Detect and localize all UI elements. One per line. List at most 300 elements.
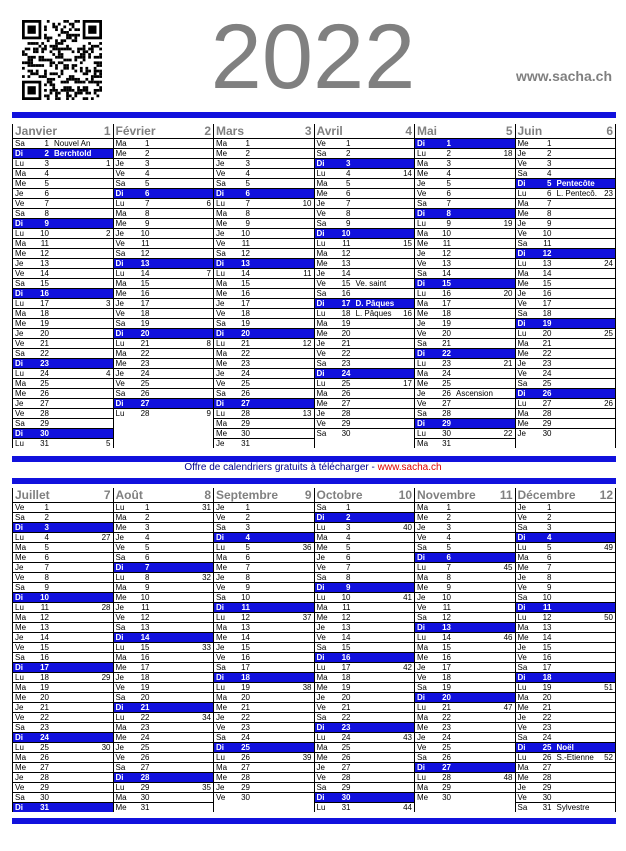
weekday-abbr: Ma [115,279,127,288]
weekday-abbr: Ve [417,673,427,682]
day-row [516,632,616,642]
weekday-abbr: Me [216,773,228,782]
day-number: 1 [44,503,49,512]
day-number: 27 [542,399,552,408]
day-row [13,298,113,308]
day-row [415,238,515,248]
day-number: 19 [140,319,150,328]
weekday-abbr: Je [216,229,225,238]
day-row [13,138,113,148]
day-number: 6 [446,553,451,562]
weekday-abbr: Me [417,309,429,318]
weekday-abbr: Lu [517,753,527,762]
day-number: 24 [140,369,150,378]
day-row [516,602,616,612]
day-number: 13 [341,259,351,268]
day-number: 7 [346,563,351,572]
weekday-abbr: Me [115,733,127,742]
holiday-label: Noël [556,743,574,752]
weekday-abbr: Je [417,733,426,742]
day-number: 15 [241,279,250,288]
day-number: 14 [40,269,49,278]
day-number: 15 [442,279,451,288]
weekday-abbr: Ve [417,533,427,542]
day-number: 23 [140,723,150,732]
day-number: 27 [241,399,250,408]
day-row [114,552,214,562]
weekday-abbr: Di [417,763,425,772]
weekday-abbr: Di [417,349,425,358]
day-number: 31 [40,439,49,448]
day-number: 10 [341,229,351,238]
day-row [415,702,515,712]
day-number: 30 [341,429,351,438]
day-row [214,692,314,702]
weekday-abbr: Di [15,149,23,158]
weekday-abbr: Ve [517,723,527,732]
day-number: 14 [140,633,150,642]
weekday-abbr: Ve [15,643,25,652]
weekday-abbr: Ve [15,339,25,348]
day-row [415,178,515,188]
weekday-abbr: Je [517,503,526,512]
day-row [415,612,515,622]
month-header [516,488,616,502]
week-number: 15 [403,239,412,248]
weekday-abbr: Di [216,259,224,268]
weekday-abbr: Ve [216,379,226,388]
weekday-abbr: Ve [316,139,326,148]
day-number: 11 [40,239,49,248]
day-row [214,248,314,258]
weekday-abbr: Ve [316,349,326,358]
weekday-abbr: Sa [15,419,25,428]
offer-link[interactable]: www.sacha.ch [377,462,442,473]
day-number: 4 [346,533,351,542]
weekday-abbr: Sa [517,239,528,248]
day-row [214,752,314,762]
day-number: 25 [40,743,49,752]
day-row [13,802,113,812]
day-number: 2 [547,513,552,522]
week-number: 32 [202,573,211,582]
day-row [415,692,515,702]
day-row [516,642,616,652]
month-number: 5 [505,124,513,138]
weekday-abbr: Je [216,299,225,308]
day-row [114,238,214,248]
weekday-abbr: Sa [15,583,25,592]
day-number: 9 [145,583,150,592]
day-row [114,208,214,218]
day-row [13,398,113,408]
day-row [13,338,113,348]
day-number: 26 [241,753,250,762]
day-row [516,552,616,562]
day-row [214,258,314,268]
weekday-abbr: Sa [216,319,226,328]
day-row [415,398,515,408]
day-row [13,582,113,592]
day-number: 23 [40,359,49,368]
day-row [114,712,214,722]
day-number: 24 [442,369,451,378]
day-number: 16 [341,289,351,298]
weekday-abbr: Lu [316,733,326,742]
weekday-abbr: Lu [216,199,225,208]
day-number: 3 [346,523,351,532]
day-row [114,288,214,298]
day-number: 26 [542,389,552,398]
day-number: 23 [442,359,451,368]
day-row [214,138,314,148]
day-row [114,792,214,802]
weekday-abbr: Lu [316,239,326,248]
day-row [516,512,616,522]
weekday-abbr: Me [115,219,127,228]
weekday-abbr: Ve [15,503,25,512]
day-number: 18 [542,673,552,682]
day-number: 2 [346,149,351,158]
weekday-abbr: Di [316,723,325,732]
day-number: 7 [44,563,49,572]
day-number: 5 [346,543,351,552]
day-number: 4 [245,169,250,178]
weekday-abbr: Je [15,703,24,712]
day-row [315,288,415,298]
weekday-abbr: Sa [316,783,327,792]
day-number: 31 [341,803,351,812]
weekday-abbr: Lu [517,399,527,408]
day-row [315,248,415,258]
day-row [114,388,214,398]
day-number: 29 [40,419,49,428]
day-row [415,562,515,572]
day-row [214,572,314,582]
day-row [13,522,113,532]
weekday-abbr: Ma [417,503,429,512]
day-number: 29 [341,783,351,792]
day-row [315,782,415,792]
day-number: 30 [241,429,250,438]
day-number: 1 [346,503,351,512]
day-number: 19 [442,319,451,328]
weekday-abbr: Lu [417,773,426,782]
weekday-abbr: Me [15,623,27,632]
day-row [315,268,415,278]
weekday-abbr: Sa [417,543,427,552]
day-row [315,178,415,188]
weekday-abbr: Di [316,299,325,308]
day-row [114,158,214,168]
first-half-year [12,124,616,448]
day-row [415,602,515,612]
day-number: 30 [542,429,552,438]
day-row [114,642,214,652]
day-number: 20 [40,693,49,702]
day-number: 1 [245,503,250,512]
weekday-abbr: Di [115,259,124,268]
holiday-label: L. Pentecô. [556,189,597,198]
day-number: 1 [44,139,49,148]
day-number: 27 [442,399,451,408]
weekday-abbr: Je [316,269,325,278]
day-number: 30 [341,793,351,802]
day-row [214,198,314,208]
weekday-abbr: Lu [316,379,326,388]
day-row [516,502,616,512]
day-row [415,348,515,358]
weekday-abbr: Ma [417,439,429,448]
day-number: 25 [442,743,451,752]
day-number: 9 [245,583,250,592]
day-number: 21 [241,339,250,348]
day-number: 7 [547,199,552,208]
day-row [214,168,314,178]
weekday-abbr: Ve [115,379,125,388]
weekday-abbr: Je [316,623,325,632]
day-row [516,692,616,702]
weekday-abbr: Je [15,773,24,782]
weekday-abbr: Ma [216,693,228,702]
day-row [516,712,616,722]
weekday-abbr: Me [216,289,228,298]
day-number: 11 [342,603,351,612]
day-row [315,238,415,248]
day-row [214,562,314,572]
weekday-abbr: Ma [115,513,127,522]
day-number: 12 [341,249,351,258]
weekday-abbr: Lu [216,753,225,762]
weekday-abbr: Di [517,603,526,612]
week-number: 20 [503,289,513,298]
month-number: 1 [103,124,111,138]
day-row [13,288,113,298]
day-number: 20 [542,693,552,702]
day-row [214,502,314,512]
weekday-abbr: Di [15,523,23,532]
day-row [13,552,113,562]
weekday-abbr: Ma [316,603,328,612]
weekday-abbr: Ma [216,139,228,148]
weekday-abbr: Sa [216,663,226,672]
day-number: 12 [40,249,49,258]
day-row [415,782,515,792]
day-number: 20 [341,329,351,338]
weekday-abbr: Me [216,149,228,158]
weekday-abbr: Je [216,713,225,722]
day-number: 7 [245,199,250,208]
day-number: 18 [341,673,351,682]
weekday-abbr: Sa [417,753,427,762]
weekday-abbr: Lu [316,593,326,602]
day-number: 22 [241,713,250,722]
day-number: 6 [446,189,451,198]
weekday-abbr: Di [216,399,224,408]
weekday-abbr: Lu [15,603,24,612]
day-number: 22 [341,349,351,358]
day-number: 17 [341,299,351,308]
day-number: 10 [241,593,250,602]
day-row [13,692,113,702]
day-number: 1 [245,139,250,148]
day-row [315,258,415,268]
weekday-abbr: Ma [216,763,228,772]
day-number: 13 [241,259,250,268]
day-number: 8 [145,573,150,582]
month-column [314,488,415,812]
day-number: 28 [542,773,552,782]
day-row [415,532,515,542]
day-row [516,278,616,288]
day-number: 11 [543,603,552,612]
month-number: 9 [304,488,312,502]
weekday-abbr: Ma [15,309,27,318]
week-number: 10 [302,199,312,208]
day-row [415,358,515,368]
day-row [114,228,214,238]
weekday-abbr: Me [417,379,429,388]
day-row [114,612,214,622]
day-row [13,198,113,208]
weekday-abbr: Lu [417,289,426,298]
day-row [114,742,214,752]
month-column [113,488,214,812]
day-number: 23 [341,359,351,368]
day-number: 18 [40,309,49,318]
day-row [415,632,515,642]
weekday-abbr: Je [517,219,526,228]
day-number: 12 [542,613,552,622]
day-number: 6 [346,189,351,198]
weekday-abbr: Sa [216,179,226,188]
day-number: 24 [241,733,250,742]
weekday-abbr: Ve [316,773,326,782]
week-number: 8 [206,339,211,348]
day-row [516,158,616,168]
weekday-abbr: Ve [15,409,25,418]
day-number: 5 [547,179,552,188]
day-number: 22 [542,713,552,722]
day-number: 13 [542,623,552,632]
weekday-abbr: Me [115,289,127,298]
day-row [516,622,616,632]
weekday-abbr: Ve [216,513,226,522]
day-row [214,298,314,308]
day-row [114,542,214,552]
day-row [415,582,515,592]
day-row [415,512,515,522]
weekday-abbr: Sa [115,249,126,258]
day-number: 5 [245,179,250,188]
day-row [415,722,515,732]
weekday-abbr: Me [15,763,27,772]
day-row [516,208,616,218]
weekday-abbr: Ma [517,199,529,208]
day-number: 25 [442,379,451,388]
day-row [516,542,616,552]
weekday-abbr: Lu [115,199,125,208]
day-row [315,502,415,512]
day-row [13,682,113,692]
month-column [12,124,113,448]
week-number: 2 [106,229,111,238]
day-row [516,418,616,428]
day-number: 22 [542,349,552,358]
day-number: 29 [542,419,552,428]
weekday-abbr: Me [216,219,228,228]
weekday-abbr: Sa [15,513,25,522]
day-row [315,338,415,348]
day-row [214,582,314,592]
day-row [415,188,515,198]
day-row [114,682,214,692]
week-number: 27 [101,533,111,542]
month-number: 7 [103,488,111,502]
weekday-abbr: Lu [316,169,326,178]
day-number: 2 [44,149,49,158]
day-row [315,318,415,328]
day-row [13,712,113,722]
day-row [114,722,214,732]
day-row [114,772,214,782]
month-header [13,124,113,138]
day-number: 21 [140,339,150,348]
day-row [315,582,415,592]
day-row [315,772,415,782]
weekday-abbr: Me [417,583,429,592]
day-number: 14 [542,269,552,278]
weekday-abbr: Ma [316,249,328,258]
day-number: 31 [40,803,49,812]
weekday-abbr: Di [417,623,425,632]
day-number: 23 [542,723,552,732]
weekday-abbr: Me [417,169,429,178]
week-number: 49 [604,543,613,552]
weekday-abbr: Di [417,693,425,702]
month-header [516,124,616,138]
day-number: 19 [241,319,250,328]
weekday-abbr: Di [216,189,224,198]
day-number: 10 [542,593,552,602]
day-row [516,318,616,328]
weekday-abbr: Me [216,563,228,572]
day-row [315,672,415,682]
day-row [214,722,314,732]
day-row [13,622,113,632]
day-row [114,532,214,542]
month-column [414,124,515,448]
month-header [315,124,415,138]
weekday-abbr: Je [417,319,426,328]
weekday-abbr: Lu [15,229,24,238]
day-number: 10 [40,229,49,238]
day-row [114,652,214,662]
weekday-abbr: Di [15,733,23,742]
middle-divider-bottom [12,478,616,484]
day-number: 23 [341,723,351,732]
weekday-abbr: Me [115,149,127,158]
day-number: 14 [542,633,552,642]
weekday-abbr: Me [417,723,429,732]
weekday-abbr: Lu [417,563,426,572]
month-name: Septembre [216,488,279,502]
day-number: 30 [140,793,150,802]
day-row [114,248,214,258]
weekday-abbr: Ve [216,239,226,248]
weekday-abbr: Ma [417,159,429,168]
day-number: 16 [442,289,451,298]
